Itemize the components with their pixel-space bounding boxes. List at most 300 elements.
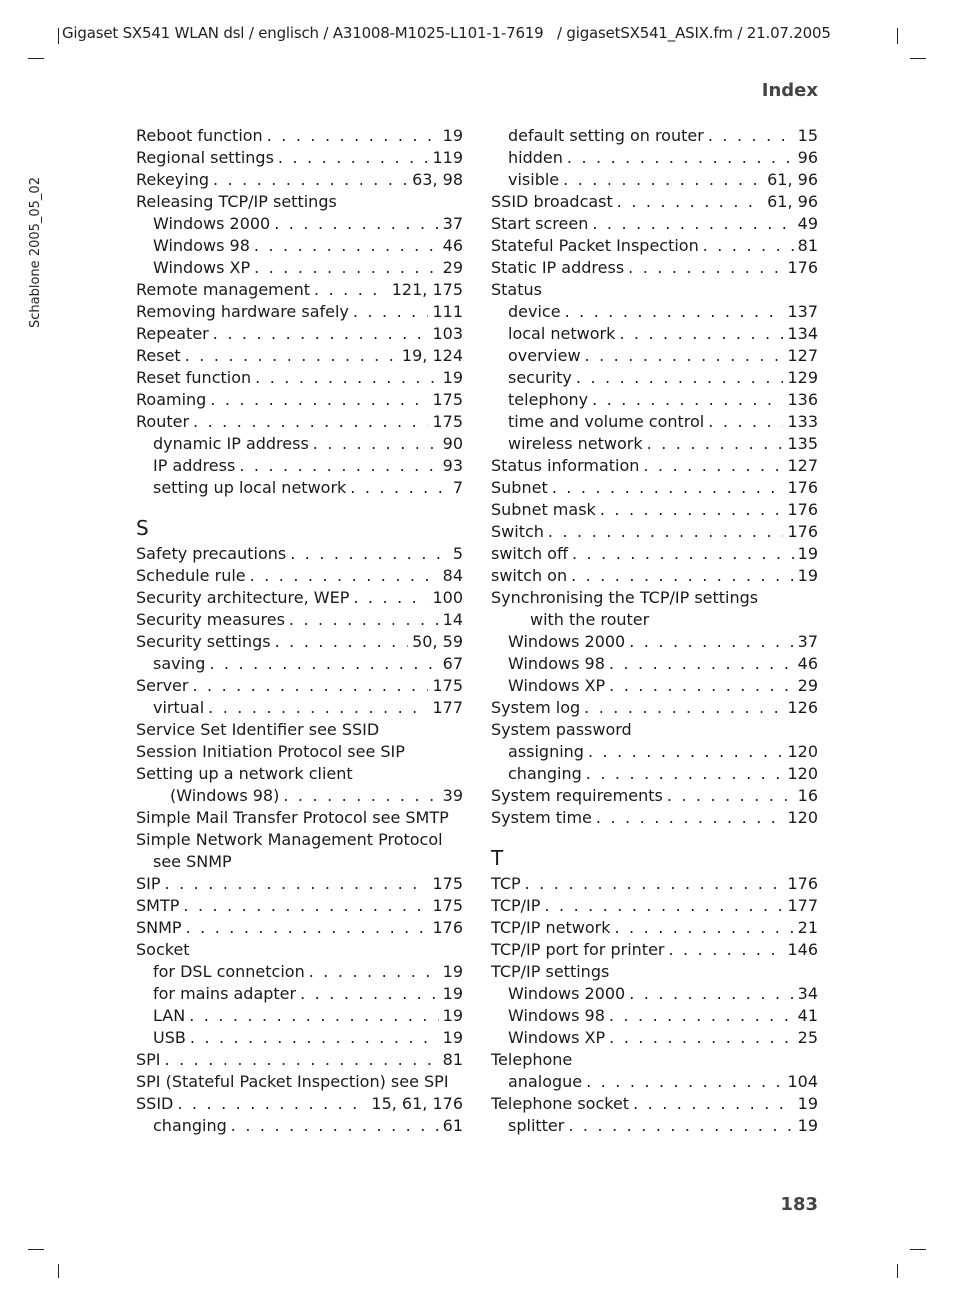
index-term: with the router [530, 610, 650, 629]
leader-dots [609, 653, 794, 675]
leader-dots [592, 389, 783, 411]
index-term: assigning [508, 742, 584, 761]
index-entry [491, 257, 818, 279]
index-term: Windows 98 [508, 654, 605, 673]
index-column-right [491, 125, 818, 1137]
page-ref: 25 [797, 1028, 818, 1047]
index-entry [491, 807, 818, 829]
index-term: Windows 2000 [508, 632, 626, 651]
index-entry [136, 411, 463, 433]
page-ref: 119 [432, 148, 463, 167]
leader-dots [208, 697, 428, 719]
leader-dots [609, 1005, 794, 1027]
page-ref: 19 [442, 368, 463, 387]
leader-dots [647, 433, 784, 455]
index-term: LAN [153, 1006, 186, 1025]
leader-dots [643, 455, 783, 477]
crop-mark [58, 28, 59, 44]
index-term: telephony [508, 390, 589, 409]
index-entry [491, 1027, 818, 1049]
page-ref: 175 [432, 412, 463, 431]
index-entry [136, 213, 463, 235]
index-entry [136, 367, 463, 389]
index-term: SMTP [136, 896, 180, 915]
index-entry [491, 697, 818, 719]
index-term: Stateful Packet Inspection [491, 236, 699, 255]
index-entry [136, 829, 463, 851]
leader-dots [278, 147, 429, 169]
index-term: Start screen [491, 214, 589, 233]
index-term: saving [153, 654, 206, 673]
page-ref: 177 [432, 698, 463, 717]
page-ref: 15, 61, 176 [371, 1094, 463, 1113]
index-term: Windows XP [508, 1028, 606, 1047]
index-term: Service Set Identifier see SSID [136, 720, 380, 739]
index-term: Router [136, 412, 190, 431]
index-entry [136, 543, 463, 565]
index-term: Removing hardware safely [136, 302, 349, 321]
leader-dots [708, 411, 783, 433]
leader-dots [667, 785, 794, 807]
leader-dots [353, 301, 429, 323]
index-entry [136, 917, 463, 939]
index-entry [491, 565, 818, 587]
index-entry [136, 697, 463, 719]
page-ref: 175 [432, 896, 463, 915]
index-entry [136, 1049, 463, 1071]
leader-dots [289, 609, 439, 631]
page-ref: 19 [442, 1028, 463, 1047]
index-entry [136, 477, 463, 499]
page-ref: 81 [797, 236, 818, 255]
template-label: Schablone 2005_05_02 [28, 177, 43, 328]
index-entry [491, 609, 818, 631]
page-ref: 135 [787, 434, 818, 453]
leader-dots [275, 631, 409, 653]
index-term: Security settings [136, 632, 271, 651]
index-entry [491, 939, 818, 961]
index-entry [491, 367, 818, 389]
leader-dots [192, 675, 428, 697]
index-entry [136, 1027, 463, 1049]
index-term: Subnet [491, 478, 548, 497]
page-ref: 176 [787, 522, 818, 541]
page-ref: 120 [787, 764, 818, 783]
crop-mark [910, 58, 926, 59]
crop-mark [897, 1264, 898, 1278]
index-entry [136, 939, 463, 961]
index-term: Telephone [491, 1050, 573, 1069]
leader-dots [629, 983, 793, 1005]
page-ref: 84 [442, 566, 463, 585]
index-entry [136, 653, 463, 675]
index-entry [136, 147, 463, 169]
index-entry [136, 983, 463, 1005]
index-entry [491, 895, 818, 917]
page-ref: 63, 98 [412, 170, 463, 189]
index-entry [136, 763, 463, 785]
index-term: Security architecture, WEP [136, 588, 350, 607]
index-term: visible [508, 170, 560, 189]
index-term: Rekeying [136, 170, 209, 189]
index-entry [491, 125, 818, 147]
index-term: Security measures [136, 610, 285, 629]
page-ref: 100 [432, 588, 463, 607]
leader-dots [213, 323, 429, 345]
page-ref: 19, 124 [401, 346, 463, 365]
page-ref: 5 [452, 544, 463, 563]
index-term: IP address [153, 456, 236, 475]
page-ref: 49 [797, 214, 818, 233]
index-term: for mains adapter [153, 984, 297, 1003]
page-ref: 37 [442, 214, 463, 233]
index-term: Static IP address [491, 258, 625, 277]
page-ref: 177 [787, 896, 818, 915]
page-ref: 127 [787, 346, 818, 365]
index-entry [136, 257, 463, 279]
page-ref: 50, 59 [412, 632, 463, 651]
index-term: System log [491, 698, 581, 717]
leader-dots [274, 213, 438, 235]
page-ref: 176 [787, 478, 818, 497]
page-ref: 93 [442, 456, 463, 475]
index-term: Windows 98 [508, 1006, 605, 1025]
page-ref: 175 [432, 874, 463, 893]
index-term: Switch [491, 522, 544, 541]
page-ref: 19 [442, 1006, 463, 1025]
running-header-left: Gigaset SX541 WLAN dsl / englisch / A31008-M1025-L101-1-7619 [62, 24, 544, 42]
index-entry [136, 609, 463, 631]
index-term: Windows 98 [153, 236, 250, 255]
leader-dots [185, 345, 398, 367]
leader-dots [283, 785, 438, 807]
page-ref: 121, 175 [391, 280, 463, 299]
index-entry [491, 1005, 818, 1027]
index-entry [136, 433, 463, 455]
page-ref: 41 [797, 1006, 818, 1025]
leader-dots [633, 1093, 794, 1115]
index-entry [491, 169, 818, 191]
section-title: Index [761, 80, 818, 101]
index-entry [136, 1005, 463, 1027]
index-entry [491, 631, 818, 653]
crop-mark [28, 58, 44, 59]
index-term: TCP/IP port for printer [491, 940, 665, 959]
page-ref: 14 [442, 610, 463, 629]
leader-dots [314, 279, 388, 301]
index-entry [136, 389, 463, 411]
page-ref: 81 [442, 1050, 463, 1069]
page-ref: 7 [452, 478, 463, 497]
page-ref: 176 [787, 874, 818, 893]
leader-dots [165, 873, 429, 895]
index-entry [136, 191, 463, 213]
section-letter: T [491, 846, 504, 870]
index-entry [491, 345, 818, 367]
index-entry [491, 411, 818, 433]
index-term: local network [508, 324, 616, 343]
index-entry [491, 213, 818, 235]
index-entry [491, 1071, 818, 1093]
index-entry [491, 983, 818, 1005]
page-ref: 19 [797, 544, 818, 563]
page-ref: 34 [797, 984, 818, 1003]
page-ref: 175 [432, 390, 463, 409]
page-ref: 111 [432, 302, 463, 321]
index-term: TCP/IP settings [491, 962, 610, 981]
leader-dots [617, 191, 763, 213]
page-number: 183 [780, 1194, 818, 1215]
index-entry [491, 301, 818, 323]
index-entry [136, 1093, 463, 1115]
leader-dots [186, 917, 429, 939]
index-term: Windows 2000 [508, 984, 626, 1003]
index-entry [136, 565, 463, 587]
index-entry [136, 345, 463, 367]
leader-dots [585, 345, 784, 367]
page-ref: 37 [797, 632, 818, 651]
page-ref: 90 [442, 434, 463, 453]
index-term: dynamic IP address [153, 434, 309, 453]
index-term: Remote management [136, 280, 310, 299]
index-entry [491, 961, 818, 983]
index-term: Reboot function [136, 126, 263, 145]
index-term: changing [508, 764, 582, 783]
index-term: System requirements [491, 786, 663, 805]
index-term: Windows XP [508, 676, 606, 695]
index-term: changing [153, 1116, 227, 1135]
index-entry [491, 785, 818, 807]
leader-dots [628, 257, 783, 279]
index-term: Synchronising the TCP/IP settings [491, 588, 759, 607]
page-ref: 176 [787, 500, 818, 519]
index-entry [136, 1071, 463, 1093]
index-term: Subnet mask [491, 500, 596, 519]
index-term: Session Initiation Protocol see SIP [136, 742, 405, 761]
index-entry [136, 807, 463, 829]
index-entry [491, 279, 818, 301]
index-entry [491, 389, 818, 411]
index-entry [491, 323, 818, 345]
index-entry [136, 719, 463, 741]
section-letter: S [136, 516, 149, 540]
crop-mark [897, 28, 898, 44]
index-term: USB [153, 1028, 186, 1047]
leader-dots [614, 917, 793, 939]
page-ref: 175 [432, 676, 463, 695]
leader-dots [609, 1027, 794, 1049]
index-term: time and volume control [508, 412, 705, 431]
index-entry [136, 631, 463, 653]
page-ref: 176 [787, 258, 818, 277]
index-entry [491, 235, 818, 257]
leader-dots [213, 169, 408, 191]
page-ref: 126 [787, 698, 818, 717]
index-column-left [136, 125, 463, 1137]
index-entry [491, 455, 818, 477]
index-term: SPI (Stateful Packet Inspection) see SPI [136, 1072, 449, 1091]
index-term: SNMP [136, 918, 182, 937]
leader-dots [250, 565, 439, 587]
index-entry [136, 895, 463, 917]
index-entry [491, 1115, 818, 1137]
leader-dots [177, 1093, 367, 1115]
index-entry [136, 587, 463, 609]
index-term: Schedule rule [136, 566, 246, 585]
crop-mark [910, 1249, 926, 1250]
leader-dots [548, 521, 784, 543]
leader-dots [239, 455, 438, 477]
index-term: security [508, 368, 572, 387]
leader-dots [572, 543, 794, 565]
leader-dots [255, 367, 439, 389]
page-ref: 61, 96 [767, 170, 818, 189]
index-entry [491, 521, 818, 543]
leader-dots [703, 235, 794, 257]
page-ref: 19 [442, 984, 463, 1003]
page-ref: 16 [797, 786, 818, 805]
leader-dots [254, 257, 439, 279]
leader-dots [254, 235, 439, 257]
index-term: setting up local network [153, 478, 347, 497]
page-ref: 136 [787, 390, 818, 409]
index-term: Reset [136, 346, 181, 365]
index-term: Reset function [136, 368, 252, 387]
index-term: TCP [491, 874, 521, 893]
page-ref: 29 [442, 258, 463, 277]
leader-dots [586, 763, 784, 785]
index-term: Telephone socket [491, 1094, 630, 1113]
page-ref: 61 [442, 1116, 463, 1135]
leader-dots [300, 983, 439, 1005]
index-term: TCP/IP [491, 896, 541, 915]
page-ref: 19 [797, 566, 818, 585]
leader-dots [576, 367, 784, 389]
index-term: Server [136, 676, 189, 695]
index-entry [136, 1115, 463, 1137]
page-ref: 21 [797, 918, 818, 937]
index-term: (Windows 98) [170, 786, 280, 805]
index-term: Releasing TCP/IP settings [136, 192, 337, 211]
page-ref: 19 [797, 1094, 818, 1113]
leader-dots [708, 125, 794, 147]
leader-dots [596, 807, 784, 829]
index-entry [491, 741, 818, 763]
index-term: Roaming [136, 390, 207, 409]
index-entry [136, 851, 463, 873]
index-entry [136, 785, 463, 807]
leader-dots [600, 499, 784, 521]
leader-dots [231, 1115, 439, 1137]
index-term: Regional settings [136, 148, 274, 167]
index-term: virtual [153, 698, 205, 717]
leader-dots [586, 1071, 783, 1093]
index-term: Windows 2000 [153, 214, 271, 233]
page-ref: 137 [787, 302, 818, 321]
leader-dots [165, 1049, 439, 1071]
index-term: analogue [508, 1072, 583, 1091]
index-entry [136, 301, 463, 323]
index-term: wireless network [508, 434, 643, 453]
index-entry [491, 587, 818, 609]
leader-dots [190, 1027, 439, 1049]
index-term: TCP/IP network [491, 918, 611, 937]
index-term: Repeater [136, 324, 209, 343]
leader-dots [183, 895, 428, 917]
page-ref: 120 [787, 808, 818, 827]
index-term: overview [508, 346, 581, 365]
leader-dots [313, 433, 439, 455]
index-term: System password [491, 720, 632, 739]
index-entry [136, 279, 463, 301]
leader-dots [350, 477, 449, 499]
page-ref: 15 [797, 126, 818, 145]
index-term: System time [491, 808, 592, 827]
page-ref: 127 [787, 456, 818, 475]
page-ref: 176 [432, 918, 463, 937]
page-ref: 29 [797, 676, 818, 695]
index-term: device [508, 302, 561, 321]
leader-dots [567, 147, 794, 169]
leader-dots [353, 587, 428, 609]
leader-dots [309, 961, 439, 983]
index-term: Socket [136, 940, 190, 959]
index-term: SSID broadcast [491, 192, 613, 211]
index-entry [136, 235, 463, 257]
index-entry [491, 873, 818, 895]
page-ref: 96 [797, 148, 818, 167]
index-entry [136, 961, 463, 983]
index-entry [136, 675, 463, 697]
page-ref: 61, 96 [767, 192, 818, 211]
page-ref: 104 [787, 1072, 818, 1091]
index-entry [491, 653, 818, 675]
index-entry [136, 323, 463, 345]
leader-dots [619, 323, 783, 345]
index-entry [491, 917, 818, 939]
leader-dots [552, 477, 784, 499]
index-entry [491, 477, 818, 499]
index-entry [136, 455, 463, 477]
page-ref: 129 [787, 368, 818, 387]
page-ref: 120 [787, 742, 818, 761]
page-ref: 19 [442, 962, 463, 981]
running-header-right: / gigasetSX541_ASIX.fm / 21.07.2005 [557, 24, 831, 42]
leader-dots [588, 741, 783, 763]
index-entry [491, 543, 818, 565]
page-ref: 134 [787, 324, 818, 343]
leader-dots [568, 1115, 793, 1137]
index-term: switch off [491, 544, 568, 563]
leader-dots [525, 873, 784, 895]
leader-dots [565, 301, 784, 323]
leader-dots [267, 125, 439, 147]
index-entry [136, 169, 463, 191]
index-entry [491, 499, 818, 521]
index-term: hidden [508, 148, 563, 167]
index-term: Simple Network Management Protocol [136, 830, 443, 849]
crop-mark [58, 1264, 59, 1278]
leader-dots [210, 389, 428, 411]
leader-dots [189, 1005, 438, 1027]
leader-dots [668, 939, 783, 961]
index-entry [491, 763, 818, 785]
index-entry [491, 675, 818, 697]
index-term: switch on [491, 566, 568, 585]
leader-dots [209, 653, 438, 675]
leader-dots [563, 169, 763, 191]
index-term: SSID [136, 1094, 174, 1113]
